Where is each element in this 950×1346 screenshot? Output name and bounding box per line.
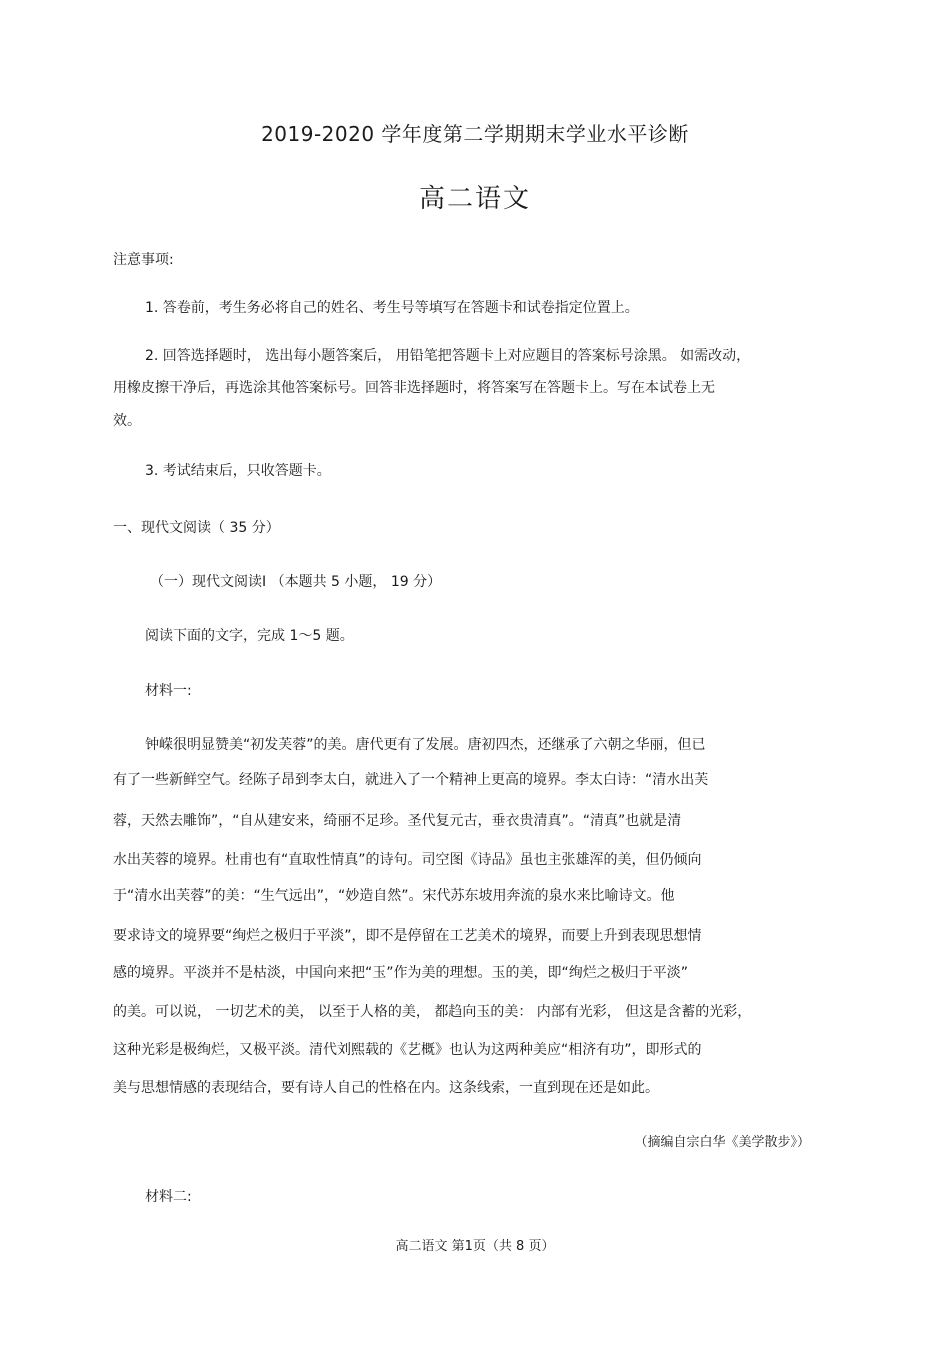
material-1-line: 于“清水出芙蓉”的美：“生气远出”，“妙造自然”。宋代苏东坡用奔流的泉水来比喻诗文。他 — [113, 888, 675, 904]
material-1-line: 要求诗文的境界要“绚烂之极归于平淡”，即不是停留在工艺美术的境界，而要上升到表现思想情 — [113, 928, 702, 944]
material-2-label: 材料二: — [145, 1189, 192, 1205]
material-1-line: 钟嵘很明显赞美“初发芙蓉”的美。唐代更有了发展。唐初四杰，还继承了六朝之华丽，但已 — [145, 737, 706, 753]
sub-section-heading: （一）现代文阅读Ⅰ （本题共 5 小题， 19 分） — [150, 574, 442, 590]
subject-title: 高二语文 — [418, 184, 531, 214]
material-1-line: 美与思想情感的表现结合，要有诗人自己的性格在内。这条线索，一直到现在还是如此。 — [113, 1080, 659, 1096]
material-1-line: 水出芙蓉的境界。杜甫也有“直取性情真”的诗句。司空图《诗品》虽也主张雄浑的美，但仍倾向 — [113, 852, 702, 868]
material-1-line: 感的境界。平淡并不是枯淡，中国向来把“玉”作为美的理想。玉的美，即“绚烂之极归于平淡” — [113, 965, 689, 981]
notice-item-2-line-1: 2. 回答选择题时， 选出每小题答案后， 用铅笔把答题卡上对应题目的答案标号涂黑。 如需改动， — [145, 348, 751, 364]
notice-item-3: 3. 考试结束后，只收答题卡。 — [145, 463, 331, 479]
material-1-label: 材料一: — [145, 683, 192, 699]
material-1-line: 这种光彩是极绚烂，又极平淡。清代刘熙载的《艺概》也认为这两种美应“相济有功”，即形式的 — [113, 1042, 702, 1058]
material-1-line: 有了一些新鲜空气。经陈子昂到李太白，就进入了一个精神上更高的境界。李太白诗：“清水出芙 — [113, 772, 709, 788]
notice-heading: 注意事项: — [113, 252, 174, 268]
page-footer: 高二语文 第1页（共 8 页） — [395, 1239, 555, 1254]
notice-item-1: 1. 答卷前，考生务必将自己的姓名、考生号等填写在答题卡和试卷指定位置上。 — [145, 300, 639, 316]
notice-item-2-line-2: 用橡皮擦干净后，再选涂其他答案标号。回答非选择题时，将答案写在答题卡上。写在本试卷上无 — [113, 380, 715, 396]
material-1-line: 蓉，天然去雕饰”，“自从建安来，绮丽不足珍。圣代复元古，垂衣贵清真”。“清真”也就是清 — [113, 813, 682, 829]
notice-item-2-line-3: 效。 — [113, 413, 141, 429]
material-1-line: 的美。可以说， 一切艺术的美， 以至于人格的美， 都趋向玉的美： 内部有光彩， 但这是含蓄的光彩， — [113, 1004, 752, 1020]
exam-title: 2019-2020 学年度第二学期期末学业水平诊断 — [261, 122, 689, 146]
reading-instruction: 阅读下面的文字，完成 1～5 题。 — [145, 628, 354, 644]
section-heading: 一、现代文阅读（ 35 分） — [113, 520, 280, 536]
material-1-source: （摘编自宗白华《美学散步》） — [634, 1135, 810, 1150]
